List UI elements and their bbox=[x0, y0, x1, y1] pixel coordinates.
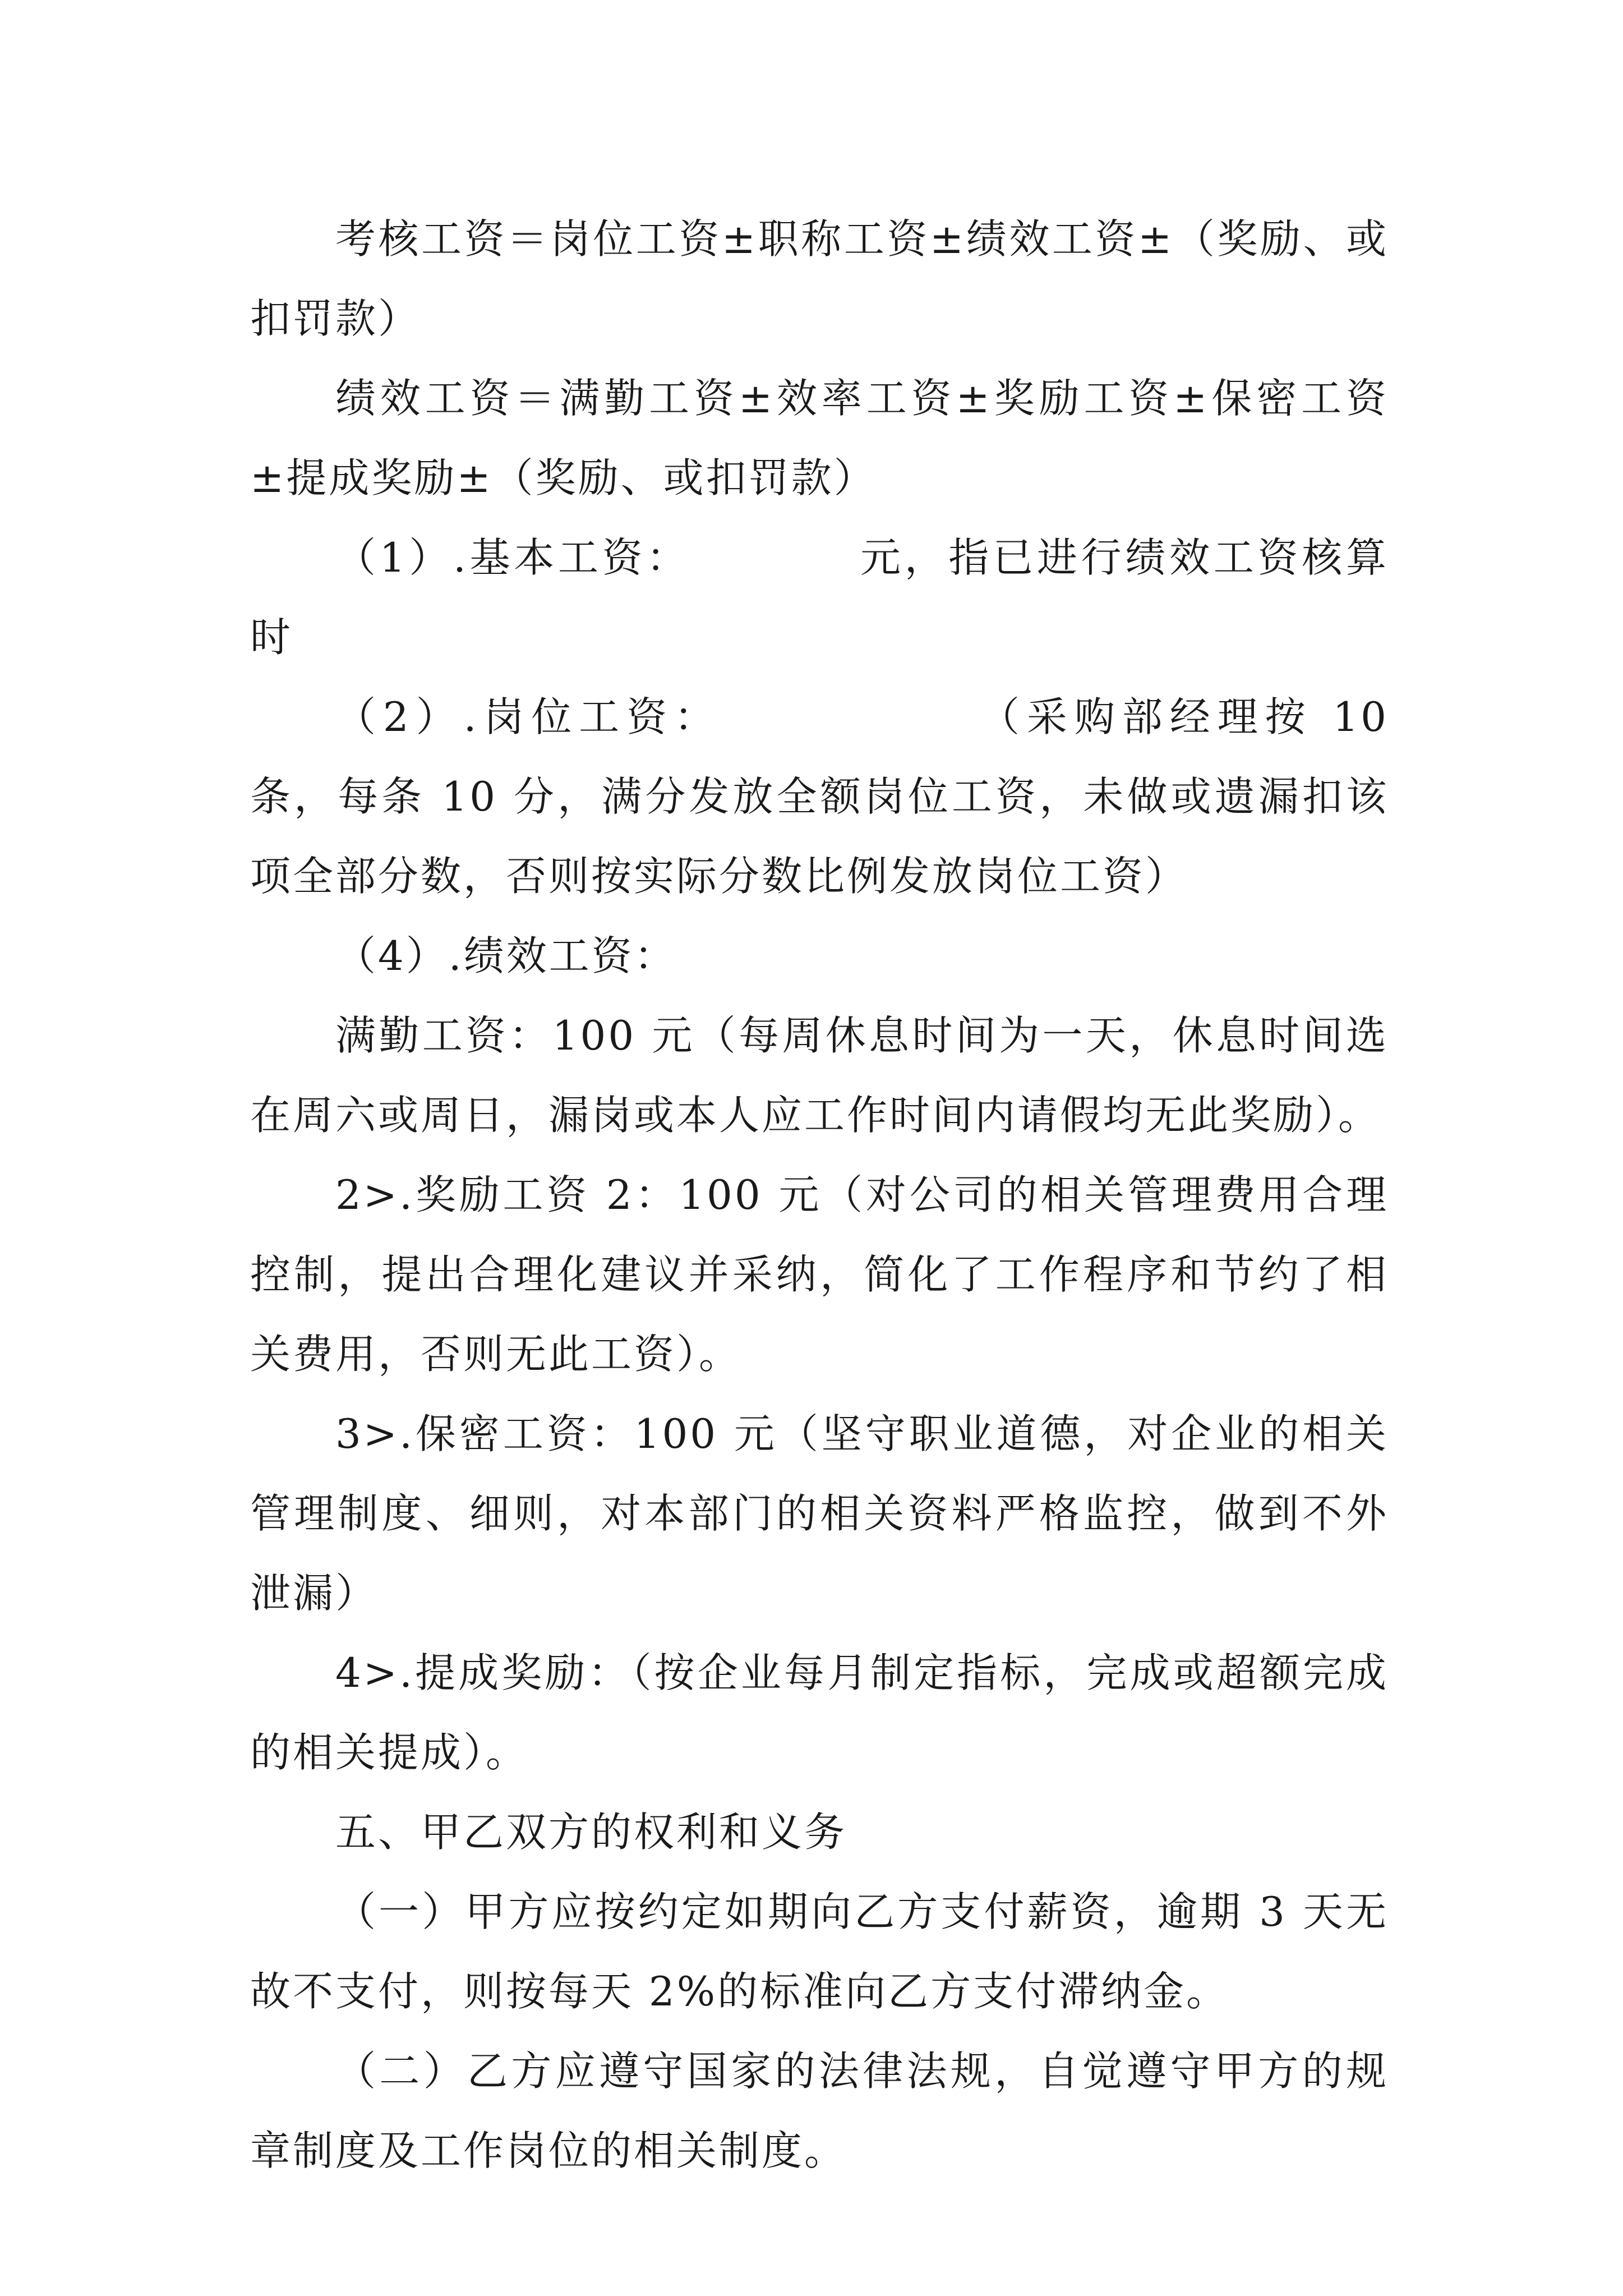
paragraph-performance-wage: （4）.绩效工资： bbox=[335, 932, 677, 979]
paragraph-commission-reward: 4>.提成奖励：（按企业每月制定指标，完成或超额完成的相关提成）。 bbox=[250, 1649, 1389, 1776]
paragraph-party-b-obligation: （二）乙方应遵守国家的法律法规，自觉遵守甲方的规章制度及工作岗位的相关制度。 bbox=[250, 2047, 1389, 2174]
paragraph-performance-wage-formula: 绩效工资＝满勤工资±效率工资±奖励工资±保密工资±提成奖励±（奖励、或扣罚款） bbox=[250, 375, 1389, 501]
section-heading-rights-obligations: 五、甲乙双方的权利和义务 bbox=[335, 1809, 847, 1856]
document-body bbox=[250, 199, 1389, 2191]
paragraph-position-wage bbox=[250, 677, 1389, 916]
position-wage-text: （采购部经理按 10 条，每条 10 分，满分发放全额岗位工资，未做或遗漏扣该项全部分数，否则按实际分数比例发放岗位工资） bbox=[250, 693, 1389, 900]
paragraph-reward-wage: 2>.奖励工资 2：100 元（对公司的相关管理费用合理控制，提出合理化建议并采纳，简化了工作程序和节约了相关费用，否则无此工资）。 bbox=[250, 1171, 1389, 1378]
position-wage-label: （2）.岗位工资： bbox=[335, 693, 722, 740]
basic-wage-text: 元，指已进行绩效工资核算时 bbox=[250, 534, 1389, 661]
basic-wage-label: （1）.基本工资： bbox=[335, 534, 691, 581]
paragraph-party-a-obligation: （一）甲方应按约定如期向乙方支付薪资，逾期 3 天无故不支付，则按每天 2%的标准向乙方支付滞纳金。 bbox=[250, 1888, 1389, 2015]
paragraph-confidentiality-wage: 3>.保密工资：100 元（坚守职业道德，对企业的相关管理制度、细则，对本部门的相关资料严格监控，做到不外泄漏） bbox=[250, 1410, 1389, 1617]
paragraph-attendance-wage: 满勤工资：100 元（每周休息时间为一天，休息时间选在周六或周日，漏岗或本人应工作时间内请假均无此奖励）。 bbox=[250, 1012, 1389, 1139]
paragraph-assessment-wage: 考核工资＝岗位工资±职称工资±绩效工资±（奖励、或扣罚款） bbox=[250, 215, 1389, 342]
paragraph-basic-wage bbox=[250, 518, 1389, 677]
